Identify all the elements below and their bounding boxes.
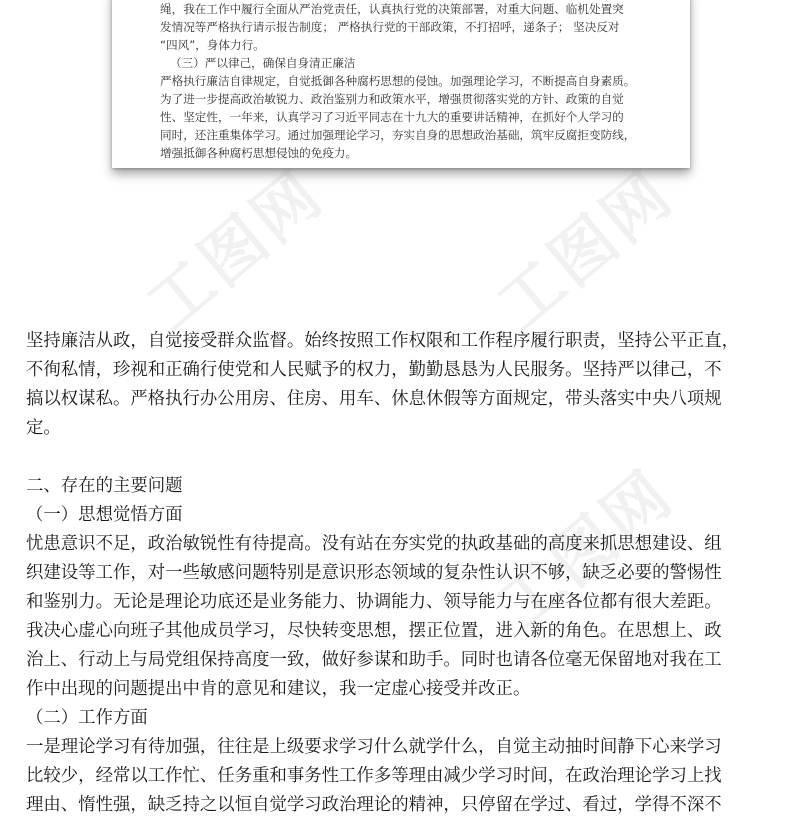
paragraph-line: 不徇私情，珍视和正确行使党和人民赋予的权力，勤勤恳恳为人民服务。坚持严以律己，不 (26, 360, 722, 380)
paragraph-line: 和鉴别力。无论是理论功底还是业务能力、协调能力、领导能力与在座各位都有很大差距。 (26, 592, 722, 612)
document-page-preview (112, 0, 690, 168)
paragraph-line: 我决心虚心向班子其他成员学习，尽快转变思想，摆正位置，进入新的角色。在思想上、政 (26, 621, 722, 641)
paragraph-line: 搞以权谋私。严格执行办公用房、住房、用车、休息休假等方面规定，带头落实中央八项规 (26, 389, 722, 409)
spacer (26, 443, 782, 472)
paragraph-line: 忧患意识不足，政治敏锐性有待提高。没有站在夯实党的执政基础的高度来抓思想建设、组 (26, 534, 722, 554)
paragraph-line: 定。 (26, 418, 61, 438)
preview-line: 发情况等严格执行请示报告制度； 严格执行党的干部政策，不打招呼，递条子； 坚决反对 (160, 20, 620, 34)
preview-line: 同时，还注重集体学习。通过加强理论学习，夯实自身的思想政治基础，筑牢反腐拒变防线， (160, 128, 636, 142)
paragraph-line: 比较少，经常以工作忙、任务重和事务性工作多等理由减少学习时间，在政治理论学习上找 (26, 766, 722, 786)
preview-subheading: （三）严以律己，确保自身清正廉洁 (170, 56, 356, 70)
watermark: 工图网 (133, 156, 338, 345)
preview-line: 严格执行廉洁自律规定，自觉抵御各种腐朽思想的侵蚀。加强理论学习，不断提高自身素质。 (160, 74, 636, 88)
paragraph-line: 坚持廉洁从政，自觉接受群众监督。始终按照工作权限和工作程序履行职责，坚持公平正直， (26, 331, 740, 351)
subsection-heading: （二）工作方面 (26, 708, 148, 728)
paragraph-line: 织建设等工作，对一些敏感问题特别是意识形态领域的复杂性认识不够，缺乏必要的警惕性 (26, 563, 722, 583)
preview-line: “四风”，身体力行。 (160, 38, 265, 52)
document-body (26, 327, 782, 820)
subsection-heading: （一）思想觉悟方面 (26, 505, 183, 525)
section-heading: 二、存在的主要问题 (26, 476, 183, 496)
paragraph-line: 一是理论学习有待加强，往往是上级要求学习什么就学什么，自觉主动抽时间静下心来学习 (26, 737, 722, 757)
preview-line: 为了进一步提高政治敏锐力、政治鉴别力和政策水平，增强贯彻落实党的方针、政策的自觉 (160, 92, 624, 106)
watermark: 工图网 (483, 156, 688, 345)
preview-line: 性、坚定性，一年来，认真学习了习近平同志在十九大的重要讲话精神，在抓好个人学习的 (160, 110, 624, 124)
paragraph-line: 理由、惰性强，缺乏持之以恒自觉学习政治理论的精神，只停留在学过、看过，学得不深不 (26, 795, 722, 815)
paragraph-line: 作中出现的问题提出中肯的意见和建议，我一定虚心接受并改正。 (26, 679, 531, 699)
paragraph-line: 治上、行动上与局党组保持高度一致，做好参谋和助手。同时也请各位毫无保留地对我在工 (26, 650, 722, 670)
preview-line: 绳，我在工作中履行全面从严治党责任，认真执行党的决策部署，对重大问题、临机处置突 (160, 2, 624, 16)
preview-text (160, 0, 660, 162)
watermark: 工图网 (483, 456, 688, 645)
preview-line: 增强抵御各种腐朽思想侵蚀的免疫力。 (160, 146, 358, 160)
